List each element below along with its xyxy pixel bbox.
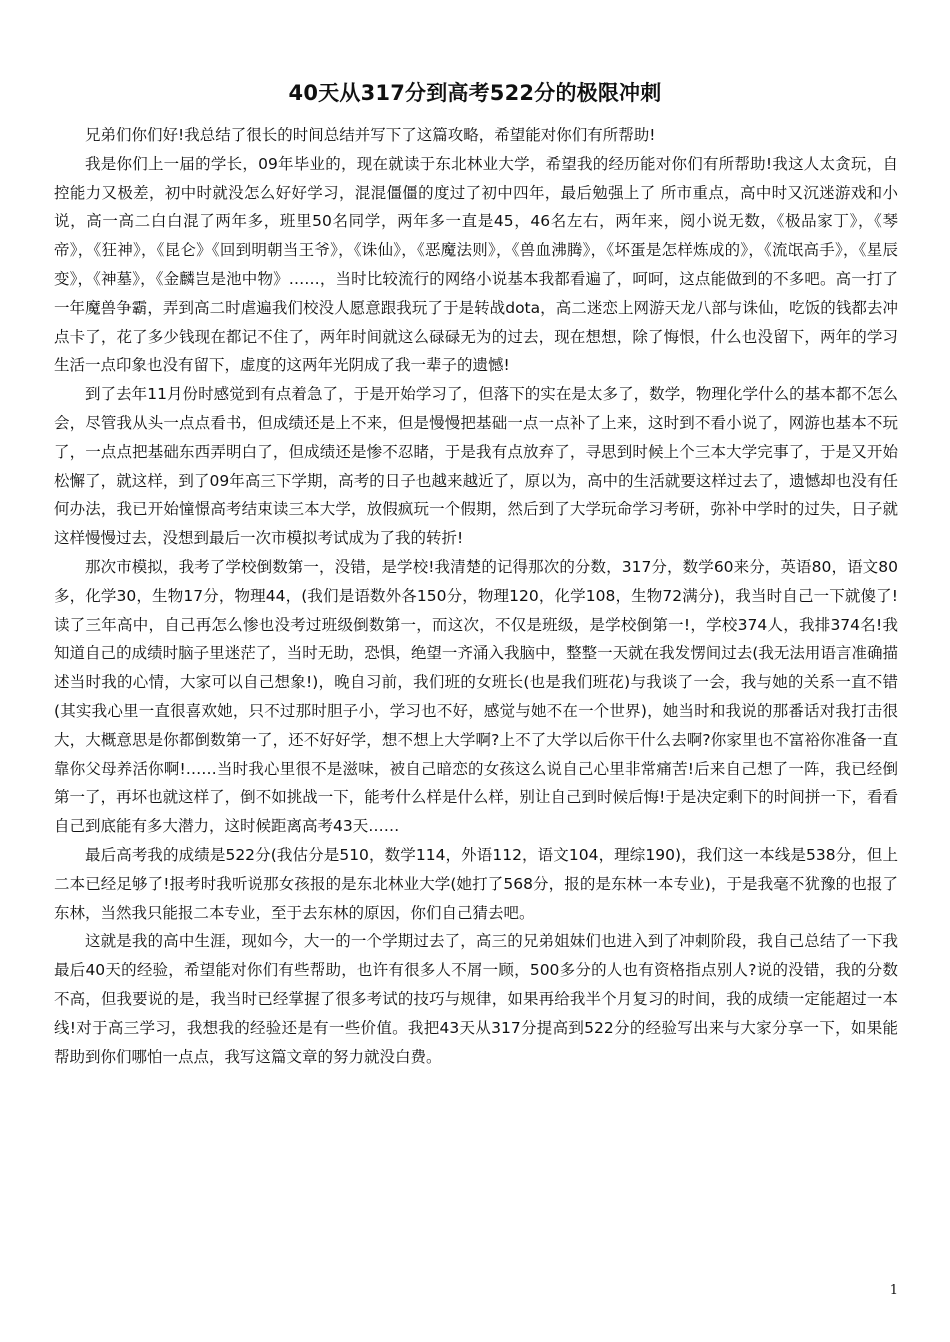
paragraph-final-result: 最后高考我的成绩是522分(我估分是510，数学114，外语112，语文104，理综190)，我们这一本线是538分，但上二本已经足够了!报考时我听说那女孩报的是东北林业大学(她打了568分，报的是东林一本专业)，于是我毫不犹豫的也报了东林，当然我只能报二本专业，至于去东林的原因，你们自己猜去吧。 [54,845,898,922]
paragraph-mock-exam: 那次市模拟，我考了学校倒数第一，没错，是学校!我清楚的记得那次的分数，317分，数学60来分，英语80，语文80多，化学30，生物17分，物理44，(我们是语数外各150分，物理120，化学108，生物72满分)，我当时自己一下就傻了!读了三年高中，自己再怎么惨也没考过班级倒数第一，而这次，不仅是班级，是学校倒第一!，学校374人，我排374名!我知道自己的成绩时脑子里迷茫了，当时无助，恐惧，绝望一齐涌入我脑中，整整一天就在我发愣间过去(我无法用语言准确描述当时我的心情，大家可以自己想象!)，晚自习前，我们班的女班长(也是我们班花)与我谈了一会，我与她的关系一直不错(其实我心里一直很喜欢她，只不过那时胆子小，学习也不好，感觉与她不在一个世界)，她当时和我说的那番话对我打击很大，大概意思是你都倒数第一了，还不好好学，想不想上大学啊?上不了大学以后你干什么去啊?你家里也不富裕你准备一直靠你父母养活你啊!……当时我心里很不是滋味，被自己暗恋的女孩这么说自己心里非常痛苦!后来自己想了一阵，我已经倒第一了，再坏也就这样了，倒不如挑战一下，能考什么样是什么样，别让自己到时候后悔!于是决定剩下的时间拼一下，看看自己到底能有多大潜力，这时候距离高考43天…… [54,557,898,836]
document-title: 40天从317分到高考522分的极限冲刺 [288,81,662,105]
paragraph-november: 到了去年11月份时感觉到有点着急了，于是开始学习了，但落下的实在是太多了，数学，物理化学什么的基本都不怎么会，尽管我从头一点点看书，但成绩还是上不来，但是慢慢把基础一点一点补了上来，这时到不看小说了，网游也基本不玩了，一点点把基础东西弄明白了，但成绩还是惨不忍睹，于是我有点放弃了，寻思到时候上个三本大学完事了，于是又开始松懈了，就这样，到了09年高三下学期，高考的日子也越来越近了，原以为，高中的生活就要这样过去了，遗憾却也没有任何办法，我已开始憧憬高考结束读三本大学，放假疯玩一个假期，然后到了大学玩命学习考研，弥补中学时的过失，日子就这样慢慢过去，没想到最后一次市模拟考试成为了我的转折! [54,385,898,548]
document-body [54,121,898,1071]
paragraph-summary: 这就是我的高中生涯，现如今，大一的一个学期过去了，高三的兄弟姐妹们也进入到了冲刺阶段，我自己总结了一下我最后40天的经验，希望能对你们有些帮助，也许有很多人不屑一顾，500多分的人也有资格指点别人?说的没错，我的分数不高，但我要说的是，我当时已经掌握了很多考试的技巧与规律，如果再给我半个月复习的时间，我的成绩一定能超过一本线!对于高三学习，我想我的经验还是有一些价值。我把43天从317分提高到522分的经验写出来与大家分享一下，如果能帮助到你们哪怕一点点，我写这篇文章的努力就没白费。 [54,932,898,1066]
paragraph-intro: 兄弟们你们好!我总结了很长的时间总结并写下了这篇攻略，希望能对你们有所帮助! [85,126,656,144]
paragraph-background: 我是你们上一届的学长，09年毕业的，现在就读于东北林业大学，希望我的经历能对你们有所帮助!我这人太贪玩，自控能力又极差，初中时就没怎么好好学习，混混僵僵的度过了初中四年，最后勉强上了 所市重点，高中时又沉迷游戏和小说，高一高二白白混了两年多，班里50名同学，两年多一直是45，46名左右，两年来，阅小说无数，《极品家丁》，《琴帝》，《狂神》，《昆仑》《回到明朝当王爷》，《诛仙》，《恶魔法则》，《兽血沸腾》，《坏蛋是怎样炼成的》，《流氓高手》，《星辰变》，《神墓》，《金麟岂是池中物》……，当时比较流行的网络小说基本我都看遍了，呵呵，这点能做到的不多吧。高一打了一年魔兽争霸，弄到高二时虐遍我们校没人愿意跟我玩了于是转战dota，高二迷恋上网游天龙八部与诛仙，吃饭的钱都去冲点卡了，花了多少钱现在都记不住了，两年时间就这么碌碌无为的过去，现在想想，除了悔恨，什么也没留下，两年的学习生活一点印象也没有留下，虚度的这两年光阴成了我一辈子的遗憾! [54,154,898,375]
page-number: 1 [889,1283,898,1298]
